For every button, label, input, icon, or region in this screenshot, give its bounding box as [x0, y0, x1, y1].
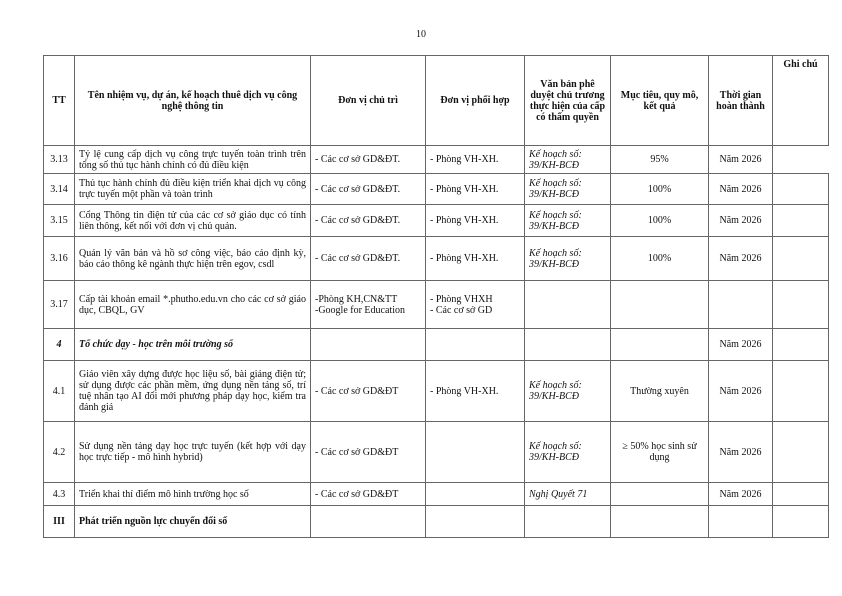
- approval-doc-cell: Kế hoạch số: 39/KH-BCĐ: [525, 174, 611, 205]
- target-cell: 100%: [611, 237, 709, 281]
- approval-doc-cell: [525, 329, 611, 361]
- coord-unit-cell: [426, 506, 525, 538]
- note-cell: [773, 361, 829, 422]
- task-name-cell: Tỷ lệ cung cấp dịch vụ công trực tuyến toàn trình trên tổng số thủ tục hành chính có đủ điều kiện: [75, 146, 311, 174]
- task-name-cell: Triển khai thí điểm mô hình trường học số: [75, 483, 311, 506]
- row-number-cell: 3.17: [44, 281, 75, 329]
- task-name-cell: Cổng Thông tin điện tử của các cơ sở giáo dục có tính liên thông, kết nối với đơn vị chủ quản.: [75, 205, 311, 237]
- table-row: [44, 237, 829, 281]
- header-note: Ghi chú: [773, 56, 829, 146]
- header-task: Tên nhiệm vụ, dự án, kế hoạch thuê dịch vụ công nghệ thông tin: [75, 56, 311, 146]
- task-name-cell: Tổ chức dạy - học trên môi trường số: [75, 329, 311, 361]
- completion-time-cell: Năm 2026: [709, 146, 773, 174]
- note-cell: [773, 205, 829, 237]
- task-name-cell: Giáo viên xây dựng được học liệu số, bài giảng điện tử; sử dụng được các phần mềm, ứng dụng nền tảng số, trí tuệ nhân tạo AI đổi mới phương pháp dạy học, kiểm tra đánh giá: [75, 361, 311, 422]
- note-cell: [773, 422, 829, 483]
- target-cell: [611, 483, 709, 506]
- completion-time-cell: Năm 2026: [709, 329, 773, 361]
- lead-unit-cell: - Các cơ sở GD&ĐT: [311, 361, 426, 422]
- coord-unit-cell: - Phòng VH-XH.: [426, 205, 525, 237]
- row-number-cell: 3.13: [44, 146, 75, 174]
- approval-doc-cell: [525, 506, 611, 538]
- approval-doc-cell: Kế hoạch số: 39/KH-BCĐ: [525, 237, 611, 281]
- note-cell: [773, 506, 829, 538]
- row-number-cell: 3.14: [44, 174, 75, 205]
- note-cell: [773, 483, 829, 506]
- coord-unit-cell: [426, 329, 525, 361]
- table-row: [44, 422, 829, 483]
- approval-doc-cell: Kế hoạch số: 39/KH-BCĐ: [525, 422, 611, 483]
- header-coord: Đơn vị phối hợp: [426, 56, 525, 146]
- header-target: Mục tiêu, quy mô, kết quả: [611, 56, 709, 146]
- lead-unit-cell: - Các cơ sở GD&ĐT.: [311, 205, 426, 237]
- row-number-cell: 3.16: [44, 237, 75, 281]
- note-cell: [773, 329, 829, 361]
- approval-doc-cell: Kế hoạch số: 39/KH-BCĐ: [525, 146, 611, 174]
- approval-doc-cell: Kế hoạch số: 39/KH-BCĐ: [525, 205, 611, 237]
- table-row: [44, 281, 829, 329]
- coord-unit-cell: [426, 483, 525, 506]
- completion-time-cell: [709, 281, 773, 329]
- lead-unit-cell: - Các cơ sở GD&ĐT.: [311, 237, 426, 281]
- coord-unit-cell: - Phòng VH-XH.: [426, 361, 525, 422]
- coord-unit-cell: - Phòng VH-XH.: [426, 237, 525, 281]
- row-number-cell: 4: [44, 329, 75, 361]
- target-cell: 95%: [611, 146, 709, 174]
- header-row: [44, 56, 829, 146]
- row-number-cell: 4.1: [44, 361, 75, 422]
- lead-unit-cell: - Các cơ sở GD&ĐT: [311, 483, 426, 506]
- target-cell: 100%: [611, 205, 709, 237]
- table-row: [44, 329, 829, 361]
- target-cell: [611, 281, 709, 329]
- approval-doc-cell: [525, 281, 611, 329]
- note-cell: [773, 237, 829, 281]
- task-table: [43, 55, 829, 538]
- coord-unit-cell: - Phòng VH-XH.: [426, 174, 525, 205]
- completion-time-cell: Năm 2026: [709, 174, 773, 205]
- table-row: [44, 146, 829, 174]
- target-cell: 100%: [611, 174, 709, 205]
- coord-unit-cell: [426, 422, 525, 483]
- table-row: [44, 361, 829, 422]
- note-cell: [773, 174, 829, 205]
- lead-unit-cell: [311, 506, 426, 538]
- task-name-cell: Thủ tục hành chính đủ điều kiện triển khai dịch vụ công trực tuyến một phần và toàn trình: [75, 174, 311, 205]
- approval-doc-cell: Kế hoạch số: 39/KH-BCĐ: [525, 361, 611, 422]
- target-cell: [611, 506, 709, 538]
- row-number-cell: III: [44, 506, 75, 538]
- completion-time-cell: [709, 506, 773, 538]
- table-row: [44, 506, 829, 538]
- lead-unit-cell: [311, 329, 426, 361]
- task-name-cell: Cấp tài khoản email *.phutho.edu.vn cho các cơ sở giáo dục, CBQL, GV: [75, 281, 311, 329]
- header-time: Thời gian hoàn thành: [709, 56, 773, 146]
- table-row: [44, 483, 829, 506]
- target-cell: Thường xuyên: [611, 361, 709, 422]
- coord-unit-cell: - Phòng VHXH - Các cơ sở GD: [426, 281, 525, 329]
- header-doc: Văn bản phê duyệt chủ trương thực hiện của cấp có thẩm quyền: [525, 56, 611, 146]
- task-name-cell: Phát triển nguồn lực chuyển đổi số: [75, 506, 311, 538]
- lead-unit-cell: - Các cơ sở GD&ĐT.: [311, 146, 426, 174]
- row-number-cell: 4.3: [44, 483, 75, 506]
- row-number-cell: 3.15: [44, 205, 75, 237]
- completion-time-cell: Năm 2026: [709, 422, 773, 483]
- header-lead: Đơn vị chủ trì: [311, 56, 426, 146]
- table-row: [44, 205, 829, 237]
- completion-time-cell: Năm 2026: [709, 205, 773, 237]
- note-cell: [773, 281, 829, 329]
- lead-unit-cell: - Các cơ sở GD&ĐT.: [311, 174, 426, 205]
- page-number: 10: [416, 29, 426, 40]
- lead-unit-cell: -Phòng KH,CN&TT -Google for Education: [311, 281, 426, 329]
- task-name-cell: Sử dụng nền tảng dạy học trực tuyến (kết hợp với dạy học trực tiếp - mô hình hybrid): [75, 422, 311, 483]
- lead-unit-cell: - Các cơ sở GD&ĐT: [311, 422, 426, 483]
- table-row: [44, 174, 829, 205]
- target-cell: [611, 329, 709, 361]
- approval-doc-cell: Nghị Quyết 71: [525, 483, 611, 506]
- row-number-cell: 4.2: [44, 422, 75, 483]
- header-tt: TT: [44, 56, 75, 146]
- completion-time-cell: Năm 2026: [709, 361, 773, 422]
- completion-time-cell: Năm 2026: [709, 237, 773, 281]
- target-cell: ≥ 50% học sinh sử dụng: [611, 422, 709, 483]
- coord-unit-cell: - Phòng VH-XH.: [426, 146, 525, 174]
- task-name-cell: Quản lý văn bản và hồ sơ công việc, báo cáo định kỳ, báo cáo thông kê ngành thực hiện trên egov, csdl: [75, 237, 311, 281]
- completion-time-cell: Năm 2026: [709, 483, 773, 506]
